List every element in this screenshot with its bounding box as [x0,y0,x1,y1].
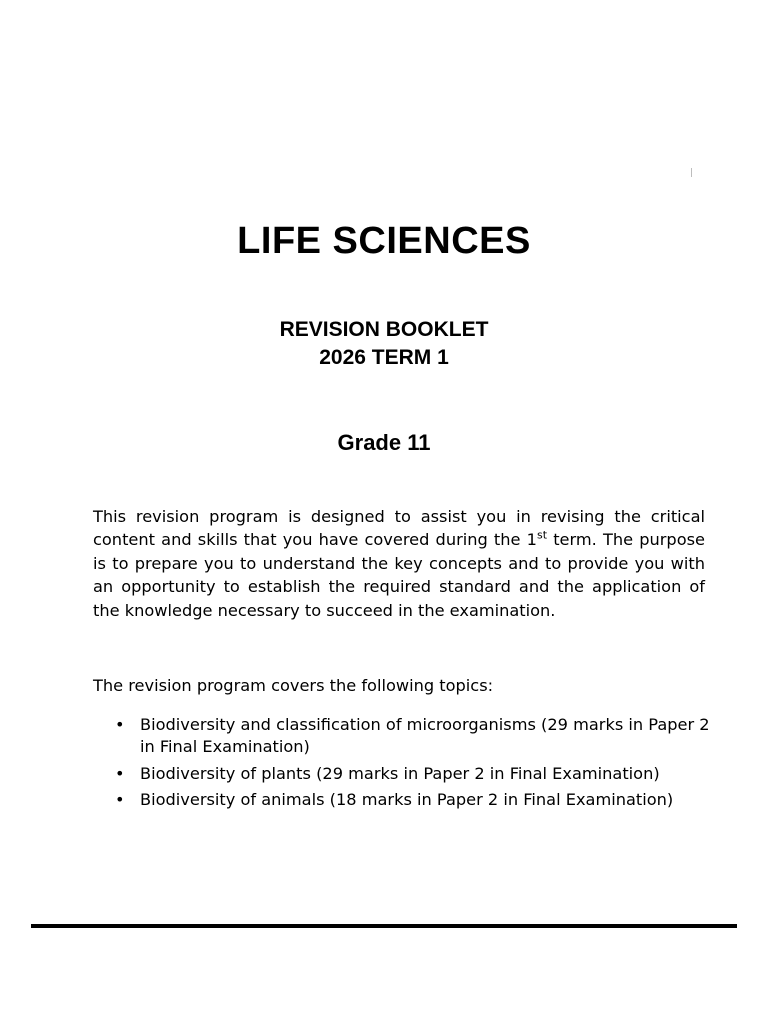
topics-intro: The revision program covers the following topics: [93,676,494,695]
topic-text: Biodiversity and classification of microorganisms (29 marks in Paper 2 in Final Examination) [140,715,710,756]
intro-paragraph [93,505,705,622]
term-subtitle: 2026 TERM 1 [319,346,449,369]
footer-divider [31,924,737,928]
bullet-icon: • [115,790,125,809]
bullet-icon: • [115,715,125,734]
topic-text: Biodiversity of plants (29 marks in Paper 2 in Final Examination) [140,763,660,783]
topic-item [113,763,713,785]
intro-superscript: st [536,529,548,543]
topics-list [113,714,713,816]
topic-item [113,714,713,758]
bullet-icon: • [115,763,125,783]
intro-text-part1: This revision program is designed to assist you in revising the critical content and skills that you have covered during the 1 [93,507,705,550]
booklet-subtitle: REVISION BOOKLET [279,318,489,341]
page-mark [691,168,692,177]
intro-text-part2: term. The purpose is to prepare you to understand the key concepts and to provide you with an opportunity to establish the required standard and the application of the knowledge necessary to succeed in the examination. [93,530,705,620]
grade-heading: Grade 11 [337,430,431,455]
topic-item [113,789,713,811]
document-title: LIFE SCIENCES [237,220,531,262]
topic-text: Biodiversity of animals (18 marks in Paper 2 in Final Examination) [140,790,674,809]
